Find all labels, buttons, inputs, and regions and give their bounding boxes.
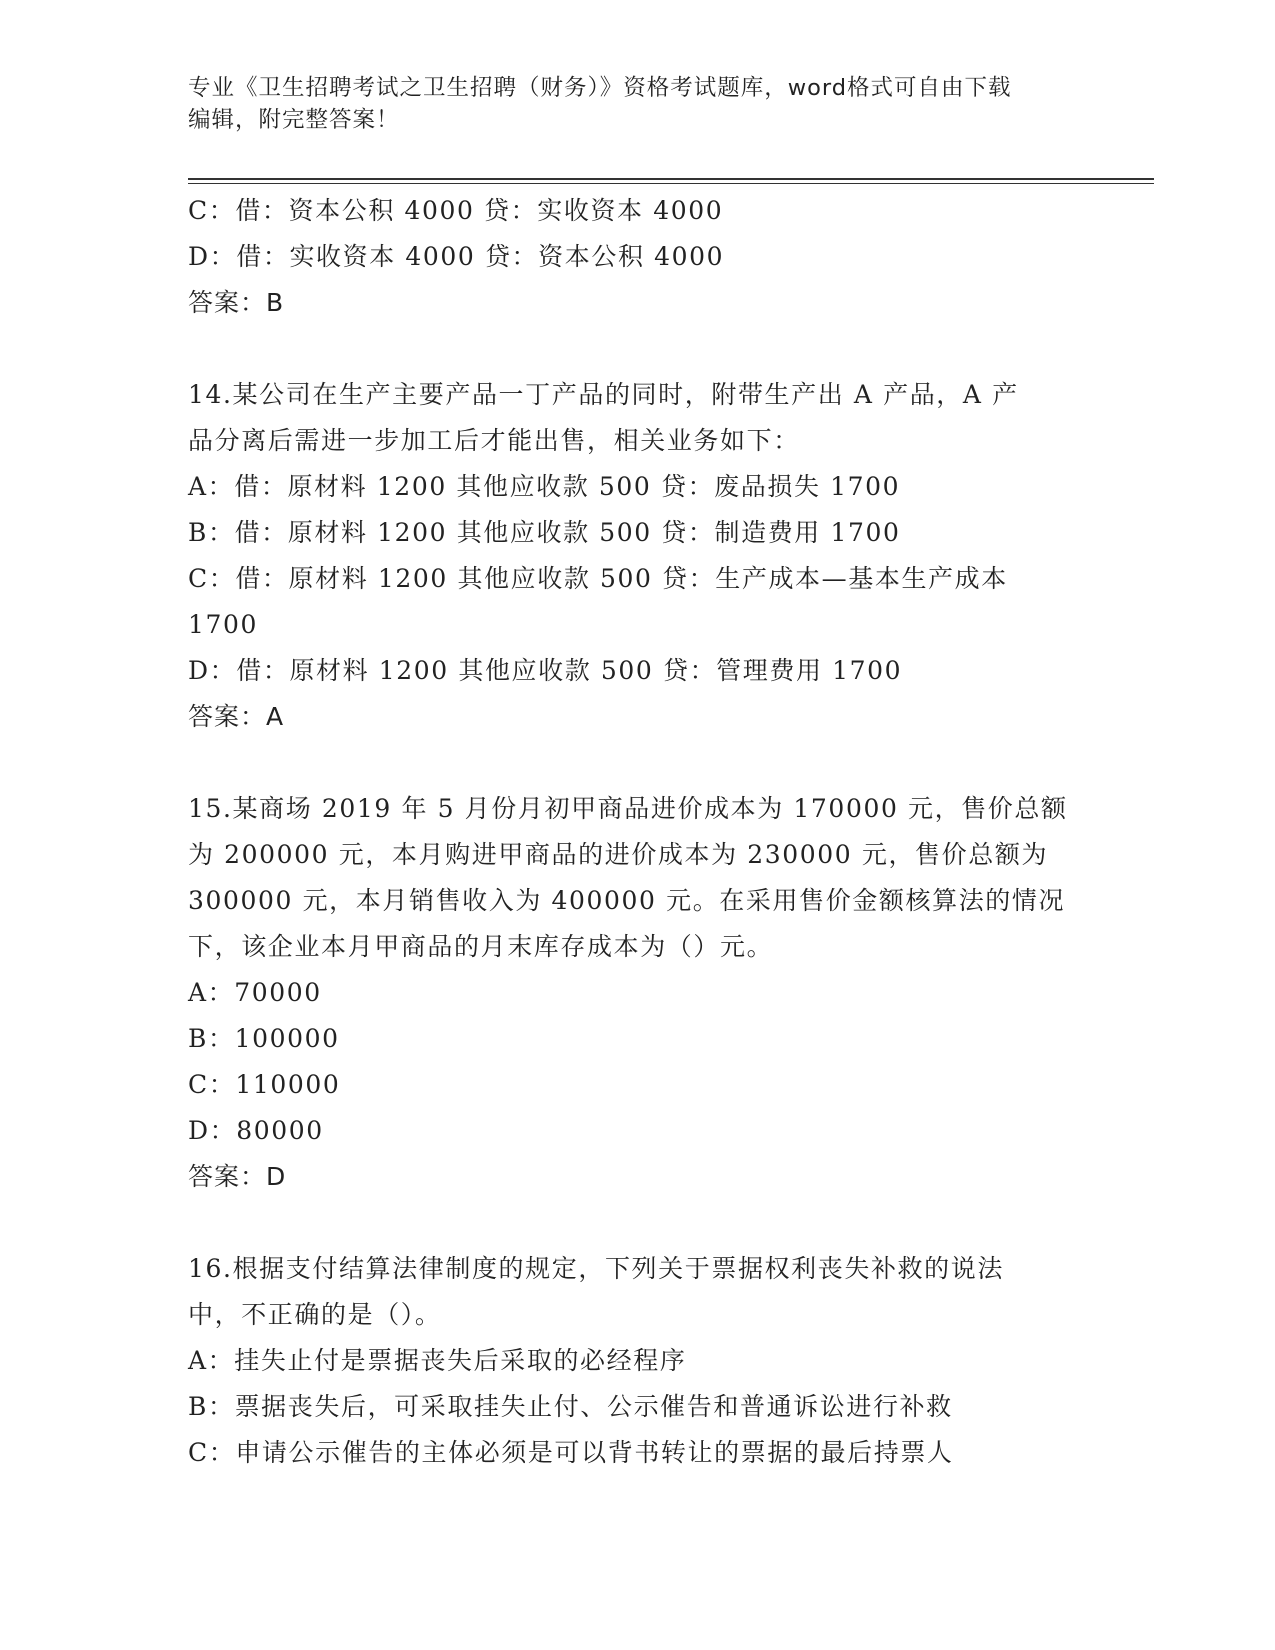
q15-stem-line-3: 300000 元，本月销售收入为 400000 元。在采用售价金额核算法的情况 bbox=[188, 886, 1066, 915]
q15-stem-line-4: 下，该企业本月甲商品的月末库存成本为（）元。 bbox=[188, 932, 774, 961]
header-line-2: 编辑，附完整答案！ bbox=[188, 107, 400, 133]
q16-option-b: B：票据丧失后，可采取挂失止付、公示催告和普通诉讼进行补救 bbox=[188, 1392, 953, 1421]
q14-option-c-line-1: C：借：原材料 1200 其他应收款 500 贷：生产成本—基本生产成本 bbox=[188, 564, 1008, 593]
q14-stem-line-1: 14.某公司在生产主要产品一丁产品的同时，附带生产出 A 产品，A 产 bbox=[188, 380, 1019, 409]
question-content bbox=[188, 188, 1088, 1476]
spacer bbox=[188, 1200, 1088, 1246]
q15-option-b: B：100000 bbox=[188, 1024, 340, 1053]
spacer bbox=[188, 740, 1088, 786]
spacer bbox=[188, 326, 1088, 372]
q15-stem-line-2: 为 200000 元，本月购进甲商品的进价成本为 230000 元，售价总额为 bbox=[188, 840, 1049, 869]
q16-stem-line-1: 16.根据支付结算法律制度的规定，下列关于票据权利丧失补救的说法 bbox=[188, 1254, 1004, 1283]
q14-option-b: B：借：原材料 1200 其他应收款 500 贷：制造费用 1700 bbox=[188, 518, 901, 547]
question-13 bbox=[188, 188, 1088, 326]
q14-option-a: A：借：原材料 1200 其他应收款 500 贷：废品损失 1700 bbox=[188, 472, 901, 501]
q15-option-d: D：80000 bbox=[188, 1116, 324, 1145]
q14-option-c-line-2: 1700 bbox=[188, 610, 259, 639]
q14-answer: 答案：A bbox=[188, 702, 285, 731]
q15-answer: 答案：D bbox=[188, 1162, 287, 1191]
q13-option-c: C：借：资本公积 4000 贷：实收资本 4000 bbox=[188, 196, 724, 225]
q13-option-d: D：借：实收资本 4000 贷：资本公积 4000 bbox=[188, 242, 725, 271]
q15-stem-line-1: 15.某商场 2019 年 5 月份月初甲商品进价成本为 170000 元，售价总额 bbox=[188, 794, 1068, 823]
q15-option-c: C：110000 bbox=[188, 1070, 341, 1099]
question-15 bbox=[188, 786, 1088, 1200]
q16-option-a: A：挂失止付是票据丧失后采取的必经程序 bbox=[188, 1346, 687, 1375]
header-divider-thin bbox=[188, 183, 1154, 184]
q13-answer: 答案：B bbox=[188, 288, 285, 317]
q16-stem-line-2: 中，不正确的是（）。 bbox=[188, 1300, 442, 1329]
q15-option-a: A：70000 bbox=[188, 978, 322, 1007]
q14-option-d: D：借：原材料 1200 其他应收款 500 贷：管理费用 1700 bbox=[188, 656, 903, 685]
header-divider-thick bbox=[188, 178, 1154, 180]
question-16 bbox=[188, 1246, 1088, 1476]
document-header bbox=[188, 72, 1068, 136]
q16-option-c: C：申请公示催告的主体必须是可以背书转让的票据的最后持票人 bbox=[188, 1438, 954, 1467]
header-line-1: 专业《卫生招聘考试之卫生招聘（财务）》资格考试题库，word格式可自由下载 bbox=[188, 75, 1012, 101]
q14-stem-line-2: 品分离后需进一步加工后才能出售，相关业务如下： bbox=[188, 426, 800, 455]
question-14 bbox=[188, 372, 1088, 740]
